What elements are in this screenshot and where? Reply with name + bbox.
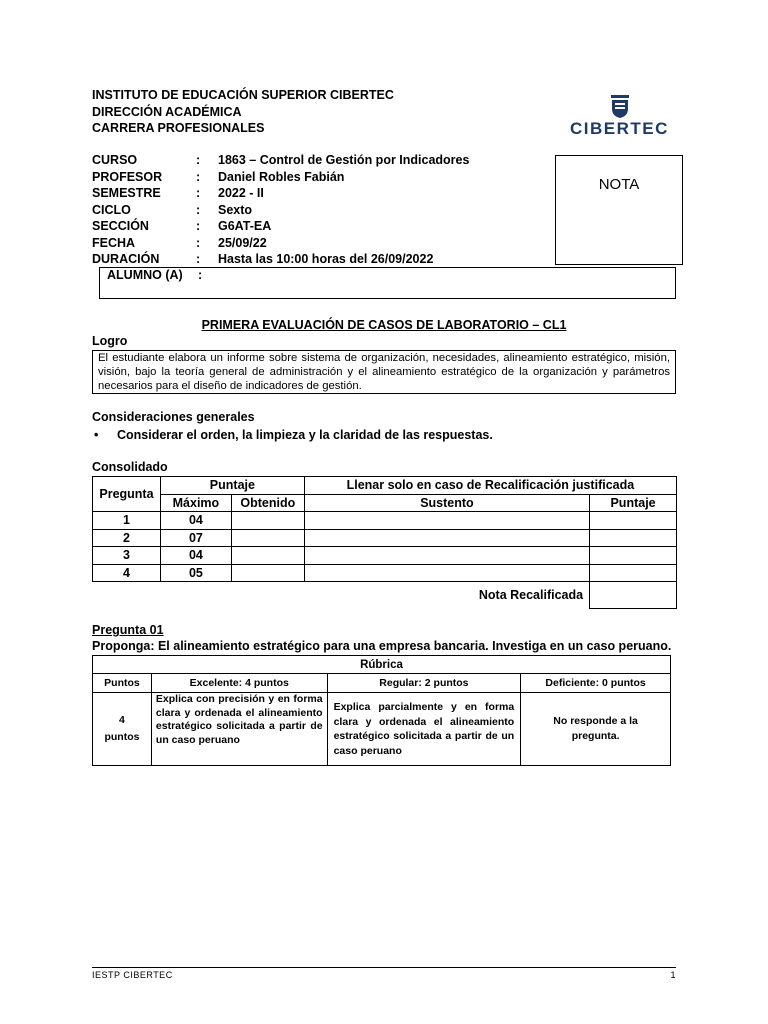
alumno-field[interactable] (99, 267, 676, 299)
info-value: Sexto (218, 202, 253, 217)
nota-recalificada-label: Nota Recalificada (478, 588, 584, 603)
consideraciones-item-text: Considerar el orden, la limpieza y la claridad de las respuestas. (117, 428, 493, 442)
info-sep: : (196, 153, 201, 167)
rubrica-col-excelente: Excelente: 4 puntos (151, 674, 327, 693)
rubrica-col-regular: Regular: 2 puntos (327, 674, 521, 693)
consideraciones-heading: Consideraciones generales (92, 410, 255, 424)
cell-sustento[interactable] (304, 529, 589, 547)
rubrica-col-deficiente: Deficiente: 0 puntos (521, 674, 671, 693)
rubrica-cell-deficiente: No responde a la pregunta. (521, 693, 671, 766)
cell-maximo: 04 (160, 547, 231, 565)
info-key: CURSO (92, 153, 138, 167)
logro-heading: Logro (92, 334, 128, 348)
info-sep: : (196, 235, 201, 250)
nota-recalificada-row (93, 582, 677, 609)
rubrica-title-row (93, 656, 671, 674)
cell-maximo: 04 (160, 512, 231, 530)
col-obtenido: Obtenido (231, 494, 304, 512)
consolidado-heading: Consolidado (92, 460, 168, 474)
info-value: 2022 - II (218, 186, 264, 200)
cell-puntaje[interactable] (590, 547, 677, 565)
table-row (93, 547, 677, 565)
nota-box (555, 155, 683, 265)
cell-maximo: 07 (160, 529, 231, 547)
cell-sustento[interactable] (304, 547, 589, 565)
logro-text: El estudiante elabora un informe sobre sistema de organización, necesidades, alineamiento estratégico, misión, visión, bajo la teoría general de administración y el alineamiento estratégico de la organización y parámetros necesarios para el diseño de indicadores de gestión. (98, 352, 670, 393)
info-sep: : (196, 186, 201, 200)
bullet-icon: • (94, 428, 99, 442)
cibertec-logo (570, 93, 670, 137)
table-row (93, 564, 677, 582)
rubrica-cell-excelente: Explica con precisión y en forma clara y ordenada el alineamiento estratégico solicitada a partir de un caso peruano (151, 693, 327, 766)
cell-sustento[interactable] (304, 512, 589, 530)
info-value: G6AT-EA (218, 219, 272, 233)
rubrica-header-row (93, 674, 671, 693)
info-key: SECCIÓN (92, 219, 149, 233)
rubrica-table (92, 655, 671, 766)
nota-label: NOTA (598, 176, 640, 193)
alumno-sep: : (198, 268, 203, 282)
cell-pregunta: 1 (93, 512, 161, 530)
rubrica-cell-puntos: 4 puntos (93, 693, 152, 766)
cell-maximo: 05 (160, 564, 231, 582)
rubrica-row (93, 693, 671, 766)
consolidado-table (92, 476, 677, 609)
rubrica-col-puntos: Puntos (93, 674, 152, 693)
info-value: Daniel Robles Fabián (218, 169, 345, 184)
info-sep: : (196, 169, 201, 184)
info-row-seccion (92, 218, 469, 235)
info-key: SEMESTRE (92, 186, 161, 200)
info-key: PROFESOR (92, 169, 163, 184)
info-sep: : (196, 219, 201, 233)
table-header-row (93, 477, 677, 495)
info-value: Hasta las 10:00 horas del 26/09/2022 (218, 252, 434, 266)
pregunta-prompt: Proponga: El alineamiento estratégico para una empresa bancaria. Investiga en un caso peruano. (92, 639, 672, 653)
cell-sustento[interactable] (304, 564, 589, 582)
col-puntaje-recal: Puntaje (590, 494, 677, 512)
cell-pregunta: 3 (93, 547, 161, 565)
direction-name: DIRECCIÓN ACADÉMICA (92, 104, 242, 119)
info-key: DURACIÓN (92, 252, 160, 266)
institution-name: INSTITUTO DE EDUCACIÓN SUPERIOR CIBERTEC (92, 88, 394, 102)
info-key: FECHA (92, 235, 136, 250)
cell-obtenido[interactable] (231, 529, 304, 547)
cell-obtenido[interactable] (231, 564, 304, 582)
info-row-ciclo (92, 202, 469, 219)
col-pregunta: Pregunta (93, 477, 161, 512)
course-info (92, 152, 469, 268)
page-number: 1 (670, 970, 676, 980)
logro-box (92, 350, 676, 394)
cibertec-crest-icon (570, 93, 670, 119)
consideraciones-item (92, 428, 493, 442)
col-puntaje: Puntaje (160, 477, 304, 495)
info-sep: : (196, 202, 201, 217)
footer-rule (92, 967, 676, 968)
col-sustento: Sustento (304, 494, 589, 512)
nota-recalificada-cell[interactable] (590, 582, 677, 609)
rubrica-title: Rúbrica (93, 656, 671, 674)
table-row (93, 529, 677, 547)
institution-header (92, 87, 394, 137)
footer-left: IESTP CIBERTEC (92, 970, 173, 980)
rubrica-cell-regular: Explica parcialmente y en forma clara y ordenada el alineamiento estratégico solicitada a partir de un caso peruano (327, 693, 521, 766)
cell-pregunta: 4 (93, 564, 161, 582)
info-row-semestre (92, 185, 469, 202)
info-value: 25/09/22 (218, 235, 267, 250)
info-key: CICLO (92, 202, 131, 217)
info-row-fecha (92, 235, 469, 252)
cell-puntaje[interactable] (590, 564, 677, 582)
cell-obtenido[interactable] (231, 547, 304, 565)
col-recalificacion: Llenar solo en caso de Recalificación justificada (304, 477, 676, 495)
evaluation-title: PRIMERA EVALUACIÓN DE CASOS DE LABORATORIO – CL1 (201, 318, 567, 332)
info-row-duracion (92, 251, 469, 268)
pregunta-title: Pregunta 01 (92, 623, 164, 637)
logo-wordmark: CIBERTEC (570, 119, 669, 138)
info-sep: : (196, 252, 201, 266)
info-row-curso (92, 152, 469, 169)
info-row-profesor (92, 169, 469, 186)
alumno-label: ALUMNO (A) (107, 268, 183, 282)
cell-obtenido[interactable] (231, 512, 304, 530)
table-subheader-row (93, 494, 677, 512)
cell-puntaje[interactable] (590, 512, 677, 530)
cell-puntaje[interactable] (590, 529, 677, 547)
table-row (93, 512, 677, 530)
career-name: CARRERA PROFESIONALES (92, 121, 265, 135)
info-value: 1863 – Control de Gestión por Indicadores (218, 153, 470, 167)
col-maximo: Máximo (160, 494, 231, 512)
cell-pregunta: 2 (93, 529, 161, 547)
